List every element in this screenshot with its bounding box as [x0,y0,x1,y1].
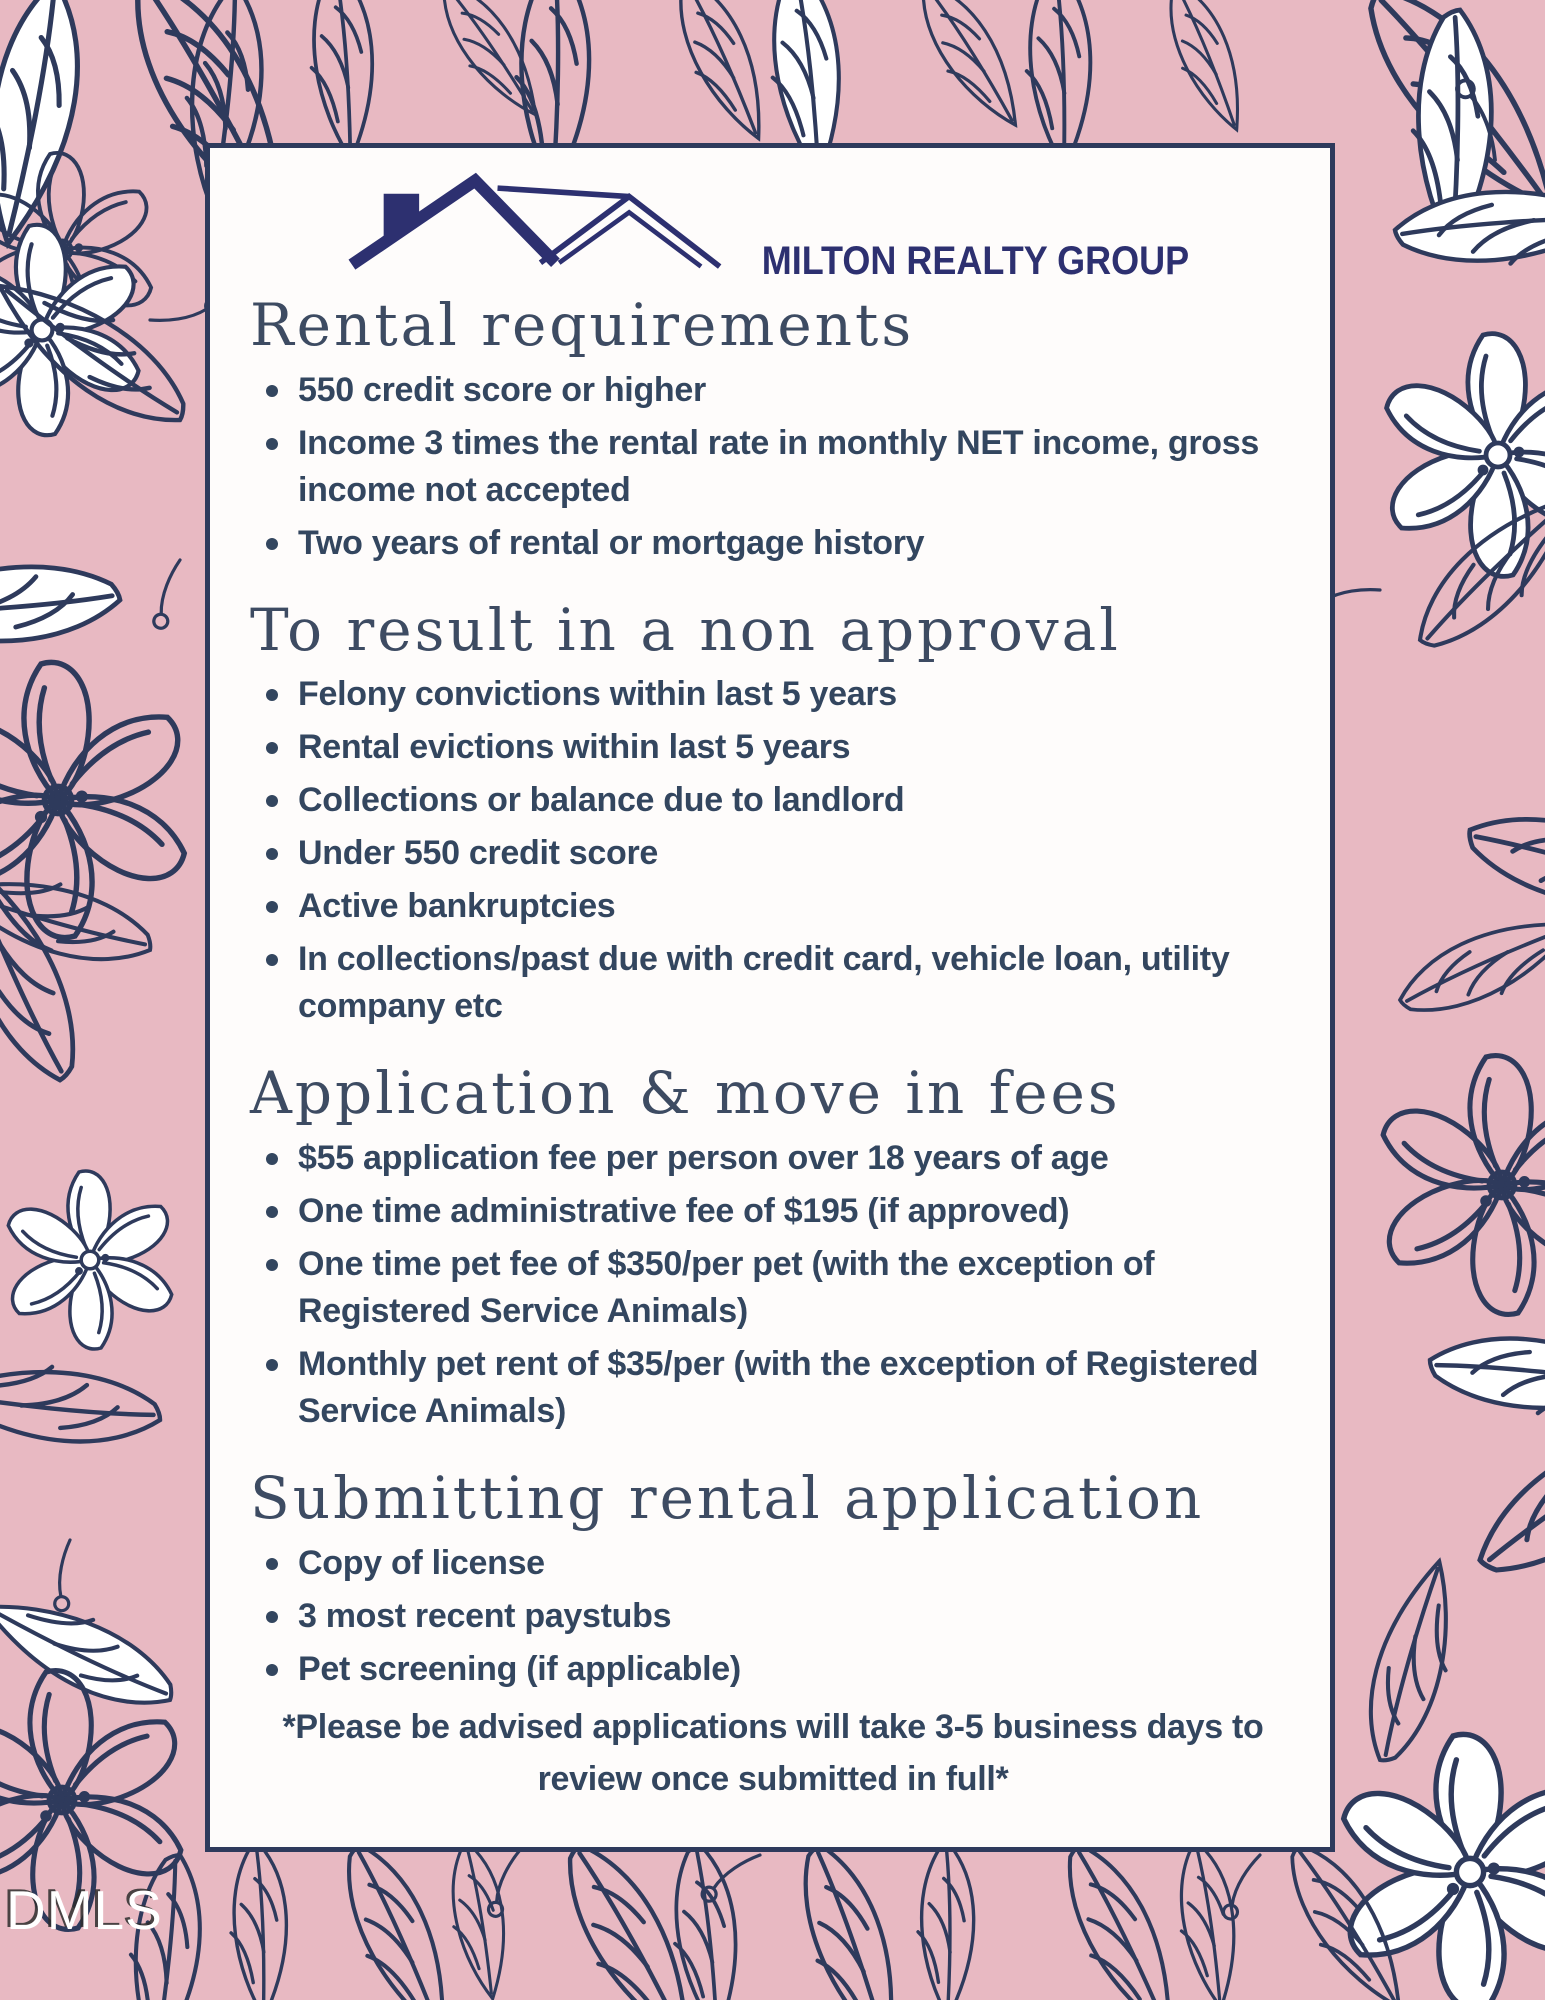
section-3 [250,1463,1296,1805]
logo [250,162,1296,284]
section-heading: Application & move in fees [250,1059,1121,1128]
list-item: Active bankruptcies [258,883,1296,930]
list-item: Two years of rental or mortgage history [258,520,1296,567]
list-item: 3 most recent paystubs [258,1593,1296,1640]
list-item: Pet screening (if applicable) [258,1646,1296,1693]
list-item: Collections or balance due to landlord [258,777,1296,824]
list-item: Income 3 times the rental rate in monthly NET income, gross income not accepted [258,420,1296,514]
list-item: 550 credit score or higher [258,367,1296,414]
bullet-list [250,1135,1296,1435]
list-item: In collections/past due with credit card, vehicle loan, utility company etc [258,936,1296,1030]
section-2 [250,1059,1296,1435]
list-item: One time pet fee of $350/per pet (with the exception of Registered Service Animals) [258,1241,1296,1335]
bullet-list [250,367,1296,567]
list-item: Rental evictions within last 5 years [258,724,1296,771]
section-heading: To result in a non approval [250,595,1121,664]
section-0 [250,291,1296,567]
bullet-list [250,1540,1296,1693]
logo-text: MILTON REALTY GROUP [761,239,1189,283]
list-item: Felony convictions within last 5 years [258,671,1296,718]
list-item: Monthly pet rent of $35/per (with the exception of Registered Service Animals) [258,1341,1296,1435]
review-note: *Please be advised applications will take 3-5 business days to review once submitted in full* [282,1707,1264,1798]
list-item: Copy of license [258,1540,1296,1587]
flyer-card [205,143,1335,1852]
section-heading: Rental requirements [250,291,915,359]
bullet-list [250,671,1296,1030]
logo-house-icon [333,162,733,274]
list-item: One time administrative fee of $195 (if approved) [258,1188,1296,1235]
section-1 [250,595,1296,1031]
watermark: DMLS [6,1879,163,1941]
list-item: Under 550 credit score [258,830,1296,877]
sections [250,291,1296,1805]
list-item: $55 application fee per person over 18 years of age [258,1135,1296,1182]
section-heading: Submitting rental application [250,1463,1205,1532]
